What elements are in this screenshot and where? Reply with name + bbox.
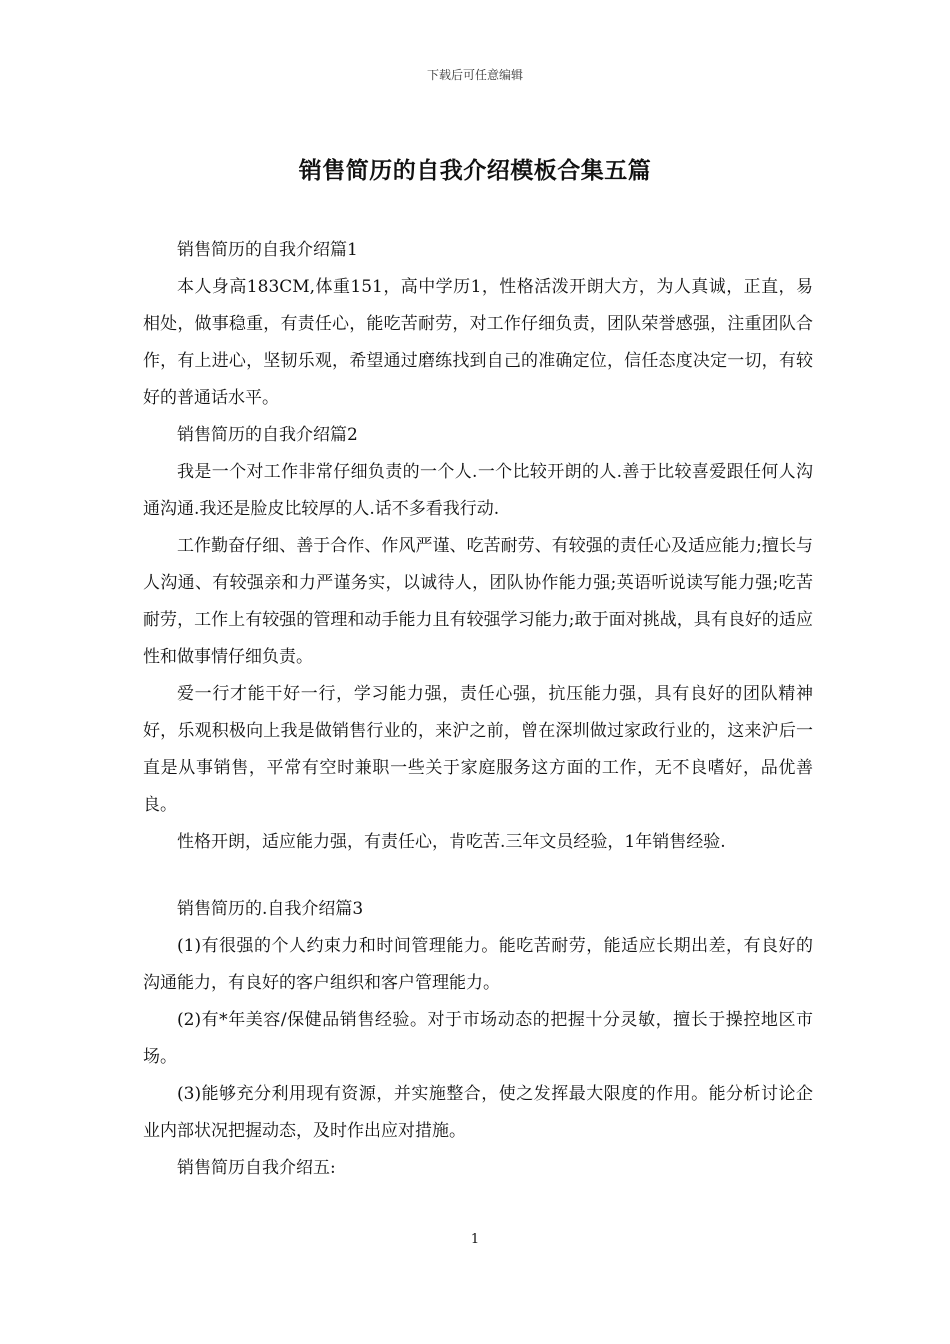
paragraph: 我是一个对工作非常仔细负责的一个人.一个比较开朗的人.善于比较喜爱跟任何人沟通沟通.我还是脸皮比较厚的人.话不多看我行动. — [143, 462, 813, 519]
paragraph: (2)有*年美容/保健品销售经验。对于市场动态的把握十分灵敏，擅长于操控地区市场。 — [143, 1010, 813, 1067]
document-title: 销售简历的自我介绍模板合集五篇 — [298, 157, 652, 184]
paragraph: 本人身高183CM,体重151，高中学历1，性格活泼开朗大方，为人真诚，正直，易相处，做事稳重，有责任心，能吃苦耐劳，对工作仔细负责，团队荣誉感强，注重团队合作，有上进心，坚韧乐观，希望通过磨练找到自己的准确定位，信任态度决定一切，有较好的普通话水平。 — [143, 277, 813, 408]
section-heading-2: 销售简历的自我介绍篇2 — [177, 425, 358, 445]
document-body — [143, 232, 813, 1187]
section-heading-5: 销售简历自我介绍五: — [177, 1158, 336, 1178]
paragraph: 爱一行才能干好一行，学习能力强，责任心强，抗压能力强，具有良好的团队精神好，乐观积极向上我是做销售行业的，来沪之前，曾在深圳做过家政行业的，这来沪后一直是从事销售，平常有空时兼职一些关于家庭服务这方面的工作，无不良嗜好，品优善良。 — [143, 684, 813, 815]
page-number: 1 — [470, 1232, 480, 1247]
header-note: 下载后可任意编辑 — [426, 68, 523, 82]
paragraph: 工作勤奋仔细、善于合作、作风严谨、吃苦耐劳、有较强的责任心及适应能力;擅长与人沟通、有较强亲和力严谨务实，以诚待人，团队协作能力强;英语听说读写能力强;吃苦耐劳，工作上有较强的管理和动手能力且有较强学习能力;敢于面对挑战，具有良好的适应性和做事情仔细负责。 — [143, 536, 813, 667]
section-heading-1: 销售简历的自我介绍篇1 — [177, 240, 358, 260]
section-heading-3: 销售简历的.自我介绍篇3 — [177, 899, 364, 919]
paragraph: (3)能够充分利用现有资源，并实施整合，使之发挥最大限度的作用。能分析讨论企业内部状况把握动态，及时作出应对措施。 — [143, 1084, 813, 1141]
paragraph: (1)有很强的个人约束力和时间管理能力。能吃苦耐劳，能适应长期出差，有良好的沟通能力，有良好的客户组织和客户管理能力。 — [143, 936, 813, 993]
paragraph: 性格开朗，适应能力强，有责任心，肯吃苦.三年文员经验，1年销售经验. — [177, 832, 726, 852]
